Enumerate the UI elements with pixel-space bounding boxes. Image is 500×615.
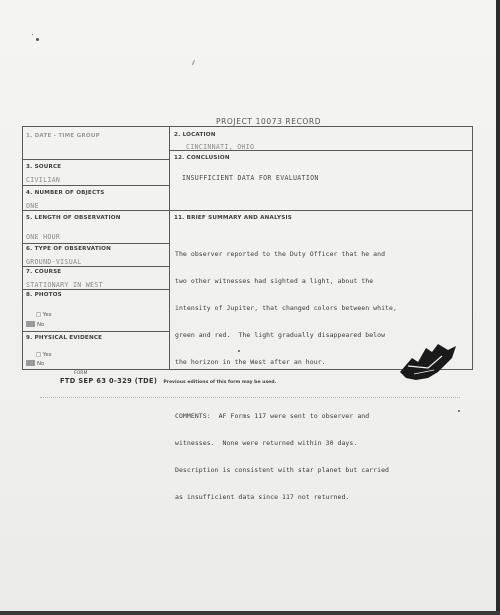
- evidence-label: 9. PHYSICAL EVIDENCE: [26, 335, 103, 341]
- summary-label: 11. BRIEF SUMMARY AND ANALYSIS: [174, 215, 292, 221]
- course-label: 7. COURSE: [26, 269, 62, 275]
- photos-no-checkbox-mark: [26, 321, 35, 327]
- length-value: ONE HOUR: [26, 233, 61, 241]
- photos-label: 8. PHOTOS: [26, 292, 62, 298]
- evidence-yes-option: □ Yes: [36, 352, 52, 358]
- column-divider: [169, 126, 170, 370]
- form-border: [22, 126, 473, 127]
- form-border: [472, 126, 473, 370]
- course-value: STATIONARY IN WEST: [26, 281, 103, 289]
- row-divider: [22, 331, 170, 332]
- row-divider: [169, 210, 473, 211]
- row-divider: [22, 289, 170, 290]
- scan-speck: [36, 38, 39, 41]
- form-number: FTD SEP 63 0-329 (TDE): [60, 377, 158, 385]
- summary-text: The observer reported to the Duty Officer that he and two other witnesses had sighted a light, about the intensity of Jupiter, that changed colors between white, green and red. The light gradually disappeared below the horizon in the West after an hour. COMMENTS: AF Forms 117 were sent to observer and witnesses. None were returned within 30 days. Description is consistent with star planet but carried as insufficient data since 117 not returned.: [175, 250, 397, 501]
- scan-speck: [458, 410, 460, 412]
- date-time-label: 1. DATE - TIME GROUP: [26, 133, 100, 139]
- scan-edge-right: [496, 0, 500, 615]
- form-border: [22, 126, 23, 370]
- objects-value: ONE: [26, 202, 39, 210]
- row-divider: [22, 266, 170, 267]
- form-footer: [60, 377, 276, 385]
- evidence-no-option: No: [26, 360, 44, 367]
- conclusion-label: 12. CONCLUSION: [174, 155, 230, 161]
- photos-no-option: No: [26, 321, 44, 328]
- photos-yes-option: □ Yes: [36, 312, 52, 318]
- form-note: Previous editions of this form may be used.: [163, 380, 277, 385]
- signature-mark: [398, 342, 460, 382]
- evidence-no-checkbox-mark: [26, 360, 35, 366]
- record-title: PROJECT 10073 RECORD: [216, 117, 322, 126]
- source-label: 3. SOURCE: [26, 164, 62, 170]
- objects-label: 4. NUMBER OF OBJECTS: [26, 190, 105, 196]
- scan-speck: [32, 34, 33, 35]
- location-value: CINCINNATI, OHIO: [186, 143, 255, 151]
- row-divider: [22, 210, 170, 211]
- scan-speck: [192, 60, 195, 65]
- length-label: 5. LENGTH OF OBSERVATION: [26, 215, 121, 221]
- scan-edge-bottom: [0, 611, 500, 615]
- type-value: GROUND-VISUAL: [26, 258, 82, 266]
- source-value: CIVILIAN: [26, 176, 61, 184]
- row-divider: [22, 159, 170, 160]
- row-divider: [22, 243, 170, 244]
- location-label: 2. LOCATION: [174, 132, 216, 138]
- type-label: 6. TYPE OF OBSERVATION: [26, 246, 111, 252]
- row-divider: [22, 185, 170, 186]
- form-word: FORM: [74, 371, 88, 376]
- scan-line: [40, 397, 460, 398]
- conclusion-value: INSUFFICIENT DATA FOR EVALUATION: [182, 174, 319, 182]
